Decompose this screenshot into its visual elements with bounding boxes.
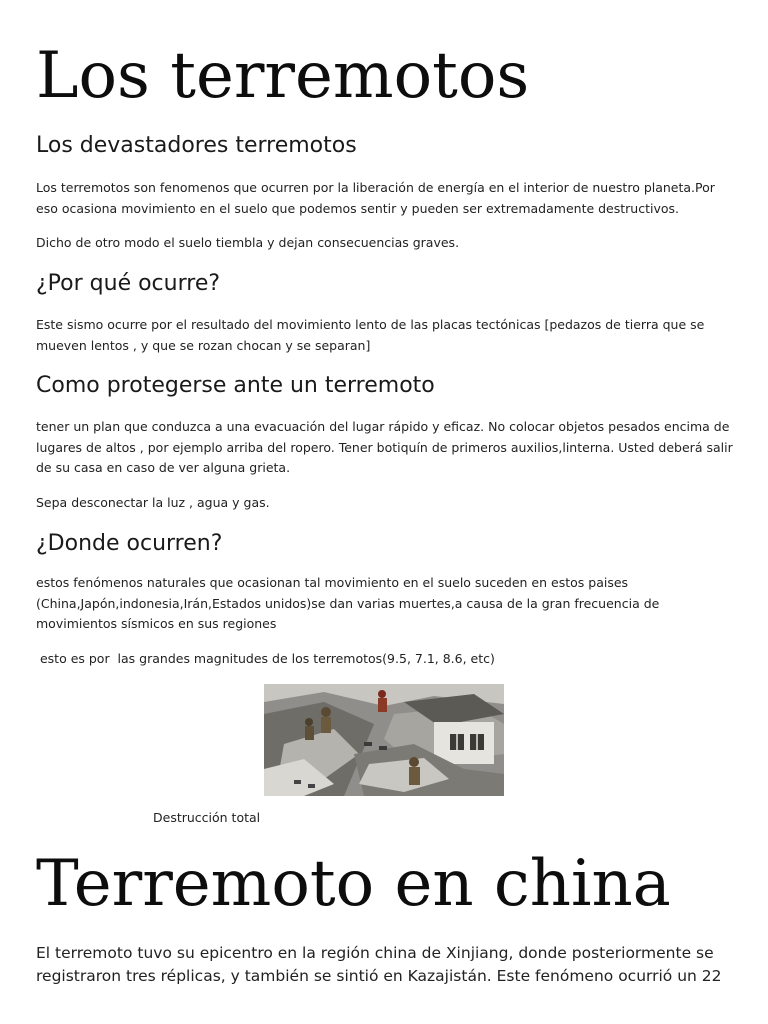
- section-where-paragraph-1: estos fenómenos naturales que ocasionan tal movimiento en el suelo suceden en estos paises (China,Japón,indonesia,Irán,Estados unidos)se dan varias muertes,a causa de la gran frecuencia de movimientos sísmicos en sus regiones: [36, 575, 660, 631]
- subtitle-heading: Los devastadores terremotos: [36, 133, 357, 158]
- second-title: Terremoto en china: [36, 847, 671, 921]
- section-heading-why: ¿Por qué ocurre?: [36, 271, 221, 296]
- intro-paragraph-1: Los terremotos son fenomenos que ocurren por la liberación de energía en el interior de nuestro planeta.Por eso ocasiona movimiento en el suelo que podemos sentir y pueden ser extremadamente destructivos.: [36, 180, 715, 216]
- rubble-illustration: [264, 684, 504, 796]
- intro-paragraph-2: Dicho de otro modo el suelo tiembla y dejan consecuencias graves.: [36, 235, 460, 250]
- section-protect-paragraph-1: tener un plan que conduzca a una evacuación del lugar rápido y eficaz. No colocar objetos pesados encima de lugares de altos , por ejemplo arriba del ropero. Tener botiquín de primeros auxilios,linterna. Usted deberá salir de su casa en caso de ver alguna grieta.: [36, 419, 733, 475]
- section-heading-protect: Como protegerse ante un terremoto: [36, 373, 435, 398]
- earthquake-destruction-photo: [264, 684, 504, 796]
- figure-caption: Destrucción total: [153, 810, 261, 825]
- section-where-paragraph-2: esto es por las grandes magnitudes de los terremotos(9.5, 7.1, 8.6, etc): [36, 651, 495, 666]
- second-paragraph: El terremoto tuvo su epicentro en la región china de Xinjiang, donde posteriormente se registraron tres réplicas, y también se sintió en Kazajistán. Este fenómeno ocurrió un 22: [36, 944, 722, 985]
- section-why-paragraph-1: Este sismo ocurre por el resultado del movimiento lento de las placas tectónicas [pedazos de tierra que se mueven lentos , y que se rozan chocan y se separan]: [36, 317, 705, 353]
- page-title: Los terremotos: [36, 39, 530, 113]
- section-protect-paragraph-2: Sepa desconectar la luz , agua y gas.: [36, 495, 270, 510]
- section-heading-where: ¿Donde ocurren?: [36, 531, 223, 556]
